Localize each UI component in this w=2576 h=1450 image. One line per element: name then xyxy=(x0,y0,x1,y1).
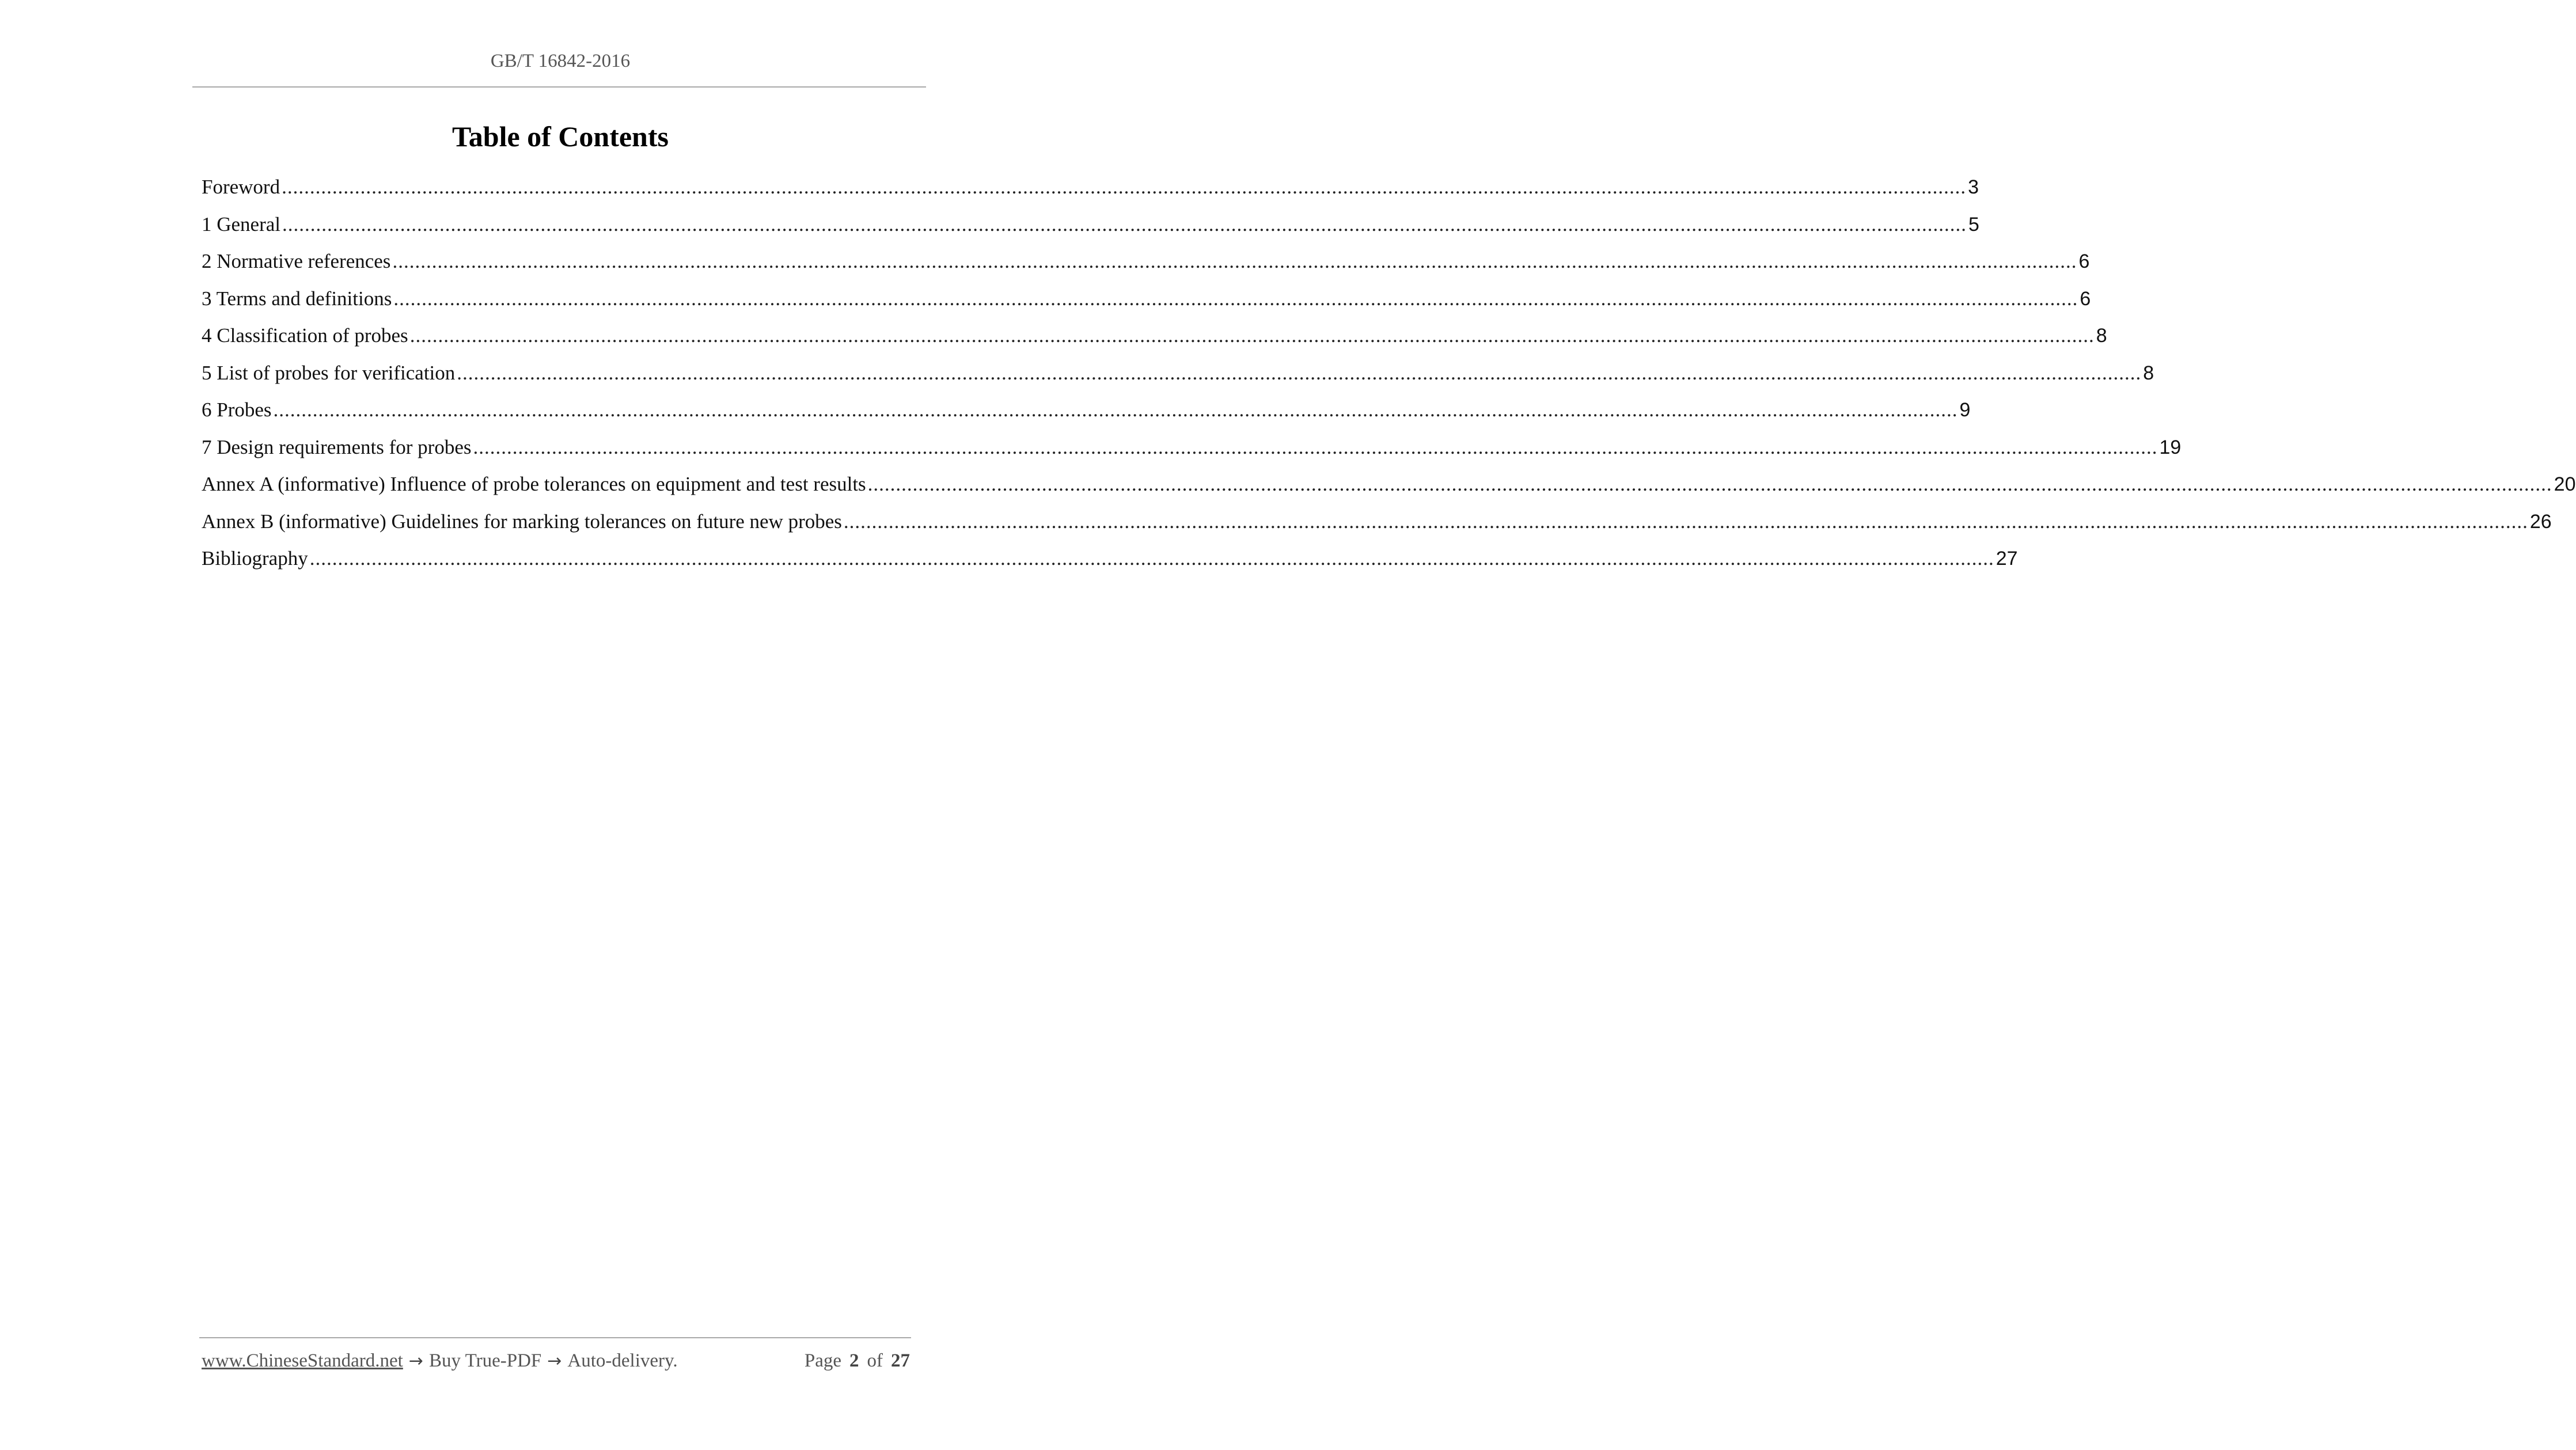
auto-delivery-text: Auto-delivery. xyxy=(567,1350,678,1371)
toc-entry-label: 5 List of probes for verification xyxy=(202,361,456,384)
toc-entry-page: 9 xyxy=(1959,399,1971,421)
toc-dot-leader: ............................................................................................................................................................................................................................................................................................................ xyxy=(309,547,1994,570)
toc-entry-page: 8 xyxy=(2143,362,2154,384)
toc-entry-page: 27 xyxy=(1995,548,2018,570)
toc-list xyxy=(202,173,2576,582)
right-arrow-icon: → xyxy=(408,1351,423,1371)
toc-entry-page: 19 xyxy=(2159,436,2182,458)
footer-promo xyxy=(202,1350,678,1372)
toc-entry-design-requirements[interactable] xyxy=(202,433,2182,470)
toc-dot-leader: ............................................................................................................................................................................................................................................................................................................ xyxy=(457,361,2142,384)
toc-dot-leader: ............................................................................................................................................................................................................................................................................................................ xyxy=(273,398,1958,421)
toc-entry-label: 4 Classification of probes xyxy=(202,324,408,347)
toc-dot-leader: ............................................................................................................................................................................................................................................................................................................ xyxy=(867,473,2552,495)
toc-entry-page: 5 xyxy=(1968,213,1979,236)
toc-entry-label: 1 General xyxy=(202,212,281,236)
toc-entry-foreword[interactable] xyxy=(202,173,1979,210)
toc-entry-label: Bibliography xyxy=(202,547,308,570)
toc-entry-label: Annex A (informative) Influence of probe tolerances on equipment and test results xyxy=(202,473,866,495)
toc-entry-normative-references[interactable] xyxy=(202,247,2090,284)
header-divider xyxy=(192,86,926,88)
page-title: Table of Contents xyxy=(452,120,669,153)
toc-entry-annex-b[interactable] xyxy=(202,507,2552,545)
document-code-header: GB/T 16842-2016 xyxy=(490,51,631,71)
page-footer xyxy=(202,1350,910,1372)
toc-entry-label: Foreword xyxy=(202,176,280,198)
toc-entry-label: 7 Design requirements for probes xyxy=(202,435,472,458)
toc-entry-probes[interactable] xyxy=(202,396,1971,433)
footer-divider xyxy=(199,1337,911,1338)
toc-entry-classification[interactable] xyxy=(202,321,2107,359)
page-of-label: of xyxy=(867,1350,883,1371)
toc-dot-leader: ............................................................................................................................................................................................................................................................................................................ xyxy=(473,435,2158,458)
toc-entry-page: 6 xyxy=(2080,287,2091,310)
toc-entry-bibliography[interactable] xyxy=(202,544,2018,582)
toc-dot-leader: ............................................................................................................................................................................................................................................................................................................ xyxy=(282,212,1967,236)
current-page-number: 2 xyxy=(849,1350,859,1371)
toc-entry-label: Annex B (informative) Guidelines for marking tolerances on future new probes xyxy=(202,510,842,533)
website-link[interactable]: www.ChineseStandard.net xyxy=(202,1350,403,1371)
toc-entry-label: 6 Probes xyxy=(202,398,272,421)
toc-entry-page: 8 xyxy=(2096,325,2107,347)
toc-entry-label: 3 Terms and definitions xyxy=(202,287,392,310)
toc-entry-terms-definitions[interactable] xyxy=(202,284,2091,322)
toc-entry-page: 20 xyxy=(2554,473,2576,495)
toc-entry-page: 6 xyxy=(2078,250,2090,272)
toc-dot-leader: ............................................................................................................................................................................................................................................................................................................ xyxy=(409,324,2095,347)
toc-dot-leader: ............................................................................................................................................................................................................................................................................................................ xyxy=(282,176,1967,198)
total-page-number: 27 xyxy=(891,1350,910,1371)
toc-entry-label: 2 Normative references xyxy=(202,250,391,272)
toc-entry-annex-a[interactable] xyxy=(202,470,2576,507)
toc-entry-general[interactable] xyxy=(202,210,1979,248)
toc-dot-leader: ............................................................................................................................................................................................................................................................................................................ xyxy=(393,287,2078,310)
right-arrow-icon: → xyxy=(547,1351,562,1371)
toc-entry-page: 26 xyxy=(2529,510,2552,533)
toc-dot-leader: ............................................................................................................................................................................................................................................................................................................ xyxy=(392,250,2077,272)
page-counter xyxy=(805,1350,910,1372)
toc-entry-list-of-probes[interactable] xyxy=(202,359,2154,396)
page-label: Page xyxy=(804,1350,841,1371)
toc-entry-page: 3 xyxy=(1968,176,1979,198)
buy-pdf-text: Buy True-PDF xyxy=(428,1350,542,1371)
toc-dot-leader: ............................................................................................................................................................................................................................................................................................................ xyxy=(843,510,2528,533)
